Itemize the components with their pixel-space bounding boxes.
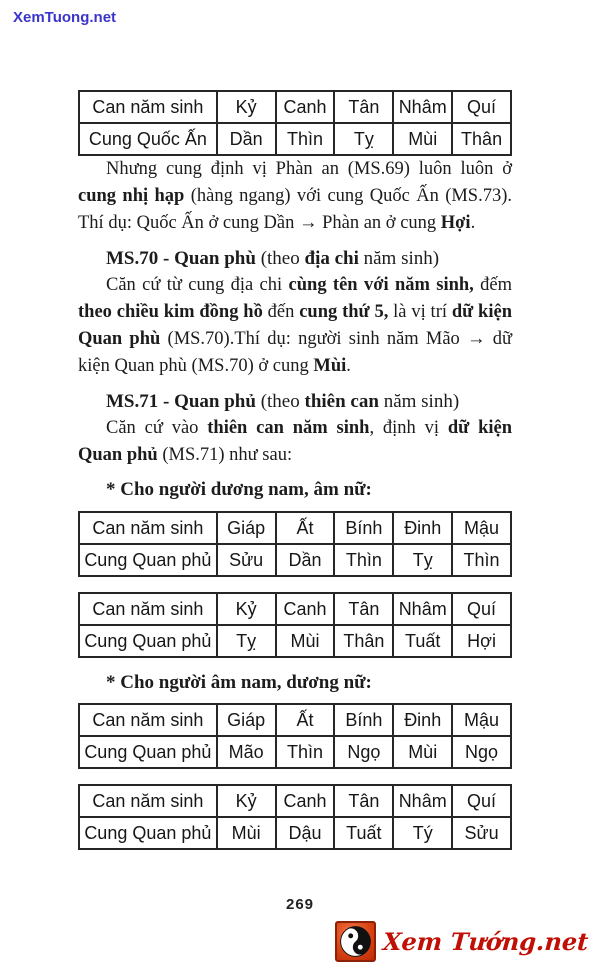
value-cell: Ngọ [452, 736, 511, 768]
value-cell: Tỵ [217, 625, 276, 657]
text-segment: (theo [255, 248, 305, 269]
text-segment-bold: MS.70 - Quan phù [106, 248, 256, 269]
table-row [79, 704, 511, 736]
value-cell: Ngọ [334, 736, 393, 768]
text-segment-bold: cung thứ 5, [299, 302, 389, 322]
value-cell: Sửu [217, 544, 276, 576]
text-segment: Căn cứ vào [106, 418, 208, 438]
value-cell: Thìn [452, 544, 511, 576]
text-segment: năm sinh) [378, 391, 460, 412]
text-segment: đếm [473, 275, 513, 295]
value-cell: Dần [276, 544, 335, 576]
value-cell: Nhâm [393, 91, 452, 123]
text-segment: năm sinh) [358, 248, 440, 269]
subheading-am-nam: * Cho người âm nam, dương nữ: [106, 672, 372, 693]
value-cell: Hợi [452, 625, 511, 657]
table-row [79, 785, 511, 817]
text-segment-bold: dữ kiện Quan phù [78, 302, 512, 349]
value-cell: Mão [217, 736, 276, 768]
value-cell: Tân [334, 593, 393, 625]
text-segment-bold: Hợi [440, 213, 471, 233]
site-link[interactable]: XemTuong.net [13, 9, 117, 26]
value-cell: Mùi [393, 123, 452, 155]
value-cell: Mùi [393, 736, 452, 768]
table-row [79, 91, 511, 123]
footer-logo[interactable] [335, 918, 588, 964]
text-segment: Căn cứ từ cung địa chi [106, 275, 289, 295]
text-segment: Nhưng cung định vị Phàn an (MS.69) luôn luôn ở [106, 159, 512, 179]
value-cell: Đinh [393, 512, 452, 544]
value-cell: Quí [452, 785, 511, 817]
text-segment-bold: địa chi [304, 248, 359, 269]
table-quoc-an [78, 90, 512, 156]
value-cell: Kỷ [217, 91, 276, 123]
value-cell: Sửu [452, 817, 511, 849]
table-row [79, 123, 511, 155]
text-segment-bold: MS.71 - Quan phủ [106, 391, 256, 412]
text-segment: (MS.71) như sau: [157, 445, 293, 465]
row-label-cell: Cung Quan phủ [79, 625, 217, 657]
table-row [79, 817, 511, 849]
value-cell: Mùi [217, 817, 276, 849]
table-row [79, 512, 511, 544]
yin-yang-icon [335, 921, 376, 962]
value-cell: Nhâm [393, 593, 452, 625]
text-segment-bold: cùng tên với năm sinh, [288, 275, 474, 295]
table-row [79, 544, 511, 576]
value-cell: Thìn [276, 123, 335, 155]
page-content [78, 90, 512, 850]
text-segment-bold: thiên can năm sinh [207, 418, 370, 438]
page-number: 269 [285, 896, 315, 913]
value-cell: Canh [276, 91, 335, 123]
value-cell: Bính [334, 704, 393, 736]
value-cell: Giáp [217, 704, 276, 736]
text-segment-bold: thiên can [304, 391, 379, 412]
heading-ms70 [78, 246, 512, 272]
text-segment: (MS.70).Thí dụ: người sinh năm Mão → dữ kiện Quan phù (MS.70) ở cung [78, 329, 513, 376]
text-segment: đến [262, 302, 300, 322]
row-label-cell: Can năm sinh [79, 593, 217, 625]
value-cell: Quí [452, 91, 511, 123]
row-label-cell: Cung Quan phủ [79, 817, 217, 849]
table-quan-phu-am-nam-1 [78, 703, 512, 769]
value-cell: Tuất [393, 625, 452, 657]
paragraph-ms70 [78, 272, 512, 380]
text-segment: là vị trí [388, 302, 452, 322]
value-cell: Tuất [334, 817, 393, 849]
text-segment: . [470, 213, 476, 233]
text-segment: , định vị [369, 418, 448, 438]
value-cell: Tân [334, 91, 393, 123]
value-cell: Dậu [276, 817, 335, 849]
value-cell: Ất [276, 512, 335, 544]
table-row [79, 736, 511, 768]
value-cell: Mậu [452, 512, 511, 544]
text-segment: (hàng ngang) với cung Quốc Ấn (MS.73). Thí dụ: Quốc Ấn ở cung Dần → Phàn an ở cung [78, 186, 512, 233]
value-cell: Ất [276, 704, 335, 736]
paragraph-phan-an [78, 156, 512, 237]
row-label-cell: Cung Quốc Ấn [79, 123, 217, 155]
value-cell: Giáp [217, 512, 276, 544]
text-segment: (theo [255, 391, 305, 412]
value-cell: Thân [334, 625, 393, 657]
value-cell: Tỵ [334, 123, 393, 155]
text-segment-bold: cung nhị hạp [78, 186, 185, 206]
table-quan-phu-duong-nam-2 [78, 592, 512, 658]
value-cell: Tỵ [393, 544, 452, 576]
table-quan-phu-duong-nam-1 [78, 511, 512, 577]
row-label-cell: Can năm sinh [79, 785, 217, 817]
value-cell: Nhâm [393, 785, 452, 817]
table-quan-phu-am-nam-2 [78, 784, 512, 850]
value-cell: Tân [334, 785, 393, 817]
heading-ms71 [78, 389, 512, 415]
row-label-cell: Cung Quan phủ [79, 544, 217, 576]
paragraph-ms71 [78, 415, 512, 469]
value-cell: Canh [276, 785, 335, 817]
subheading-duong-nam: * Cho người dương nam, âm nữ: [106, 479, 372, 500]
value-cell: Quí [452, 593, 511, 625]
footer-brand-text: Xem Tướng.net [381, 926, 590, 956]
value-cell: Thìn [334, 544, 393, 576]
value-cell: Mậu [452, 704, 511, 736]
value-cell: Thìn [276, 736, 335, 768]
text-segment: . [346, 356, 351, 376]
row-label-cell: Can năm sinh [79, 704, 217, 736]
value-cell: Kỷ [217, 593, 276, 625]
value-cell: Mùi [276, 625, 335, 657]
row-label-cell: Can năm sinh [79, 512, 217, 544]
table-row [79, 625, 511, 657]
value-cell: Thân [452, 123, 511, 155]
row-label-cell: Can năm sinh [79, 91, 217, 123]
value-cell: Tý [393, 817, 452, 849]
row-label-cell: Cung Quan phủ [79, 736, 217, 768]
table-row [79, 593, 511, 625]
value-cell: Canh [276, 593, 335, 625]
value-cell: Dần [217, 123, 276, 155]
text-segment-bold: theo chiều kim đồng hồ [78, 302, 263, 322]
value-cell: Bính [334, 512, 393, 544]
value-cell: Kỷ [217, 785, 276, 817]
text-segment-bold: Mùi [313, 356, 347, 376]
text-segment-bold: dữ kiện Quan phủ [78, 418, 513, 465]
value-cell: Đinh [393, 704, 452, 736]
